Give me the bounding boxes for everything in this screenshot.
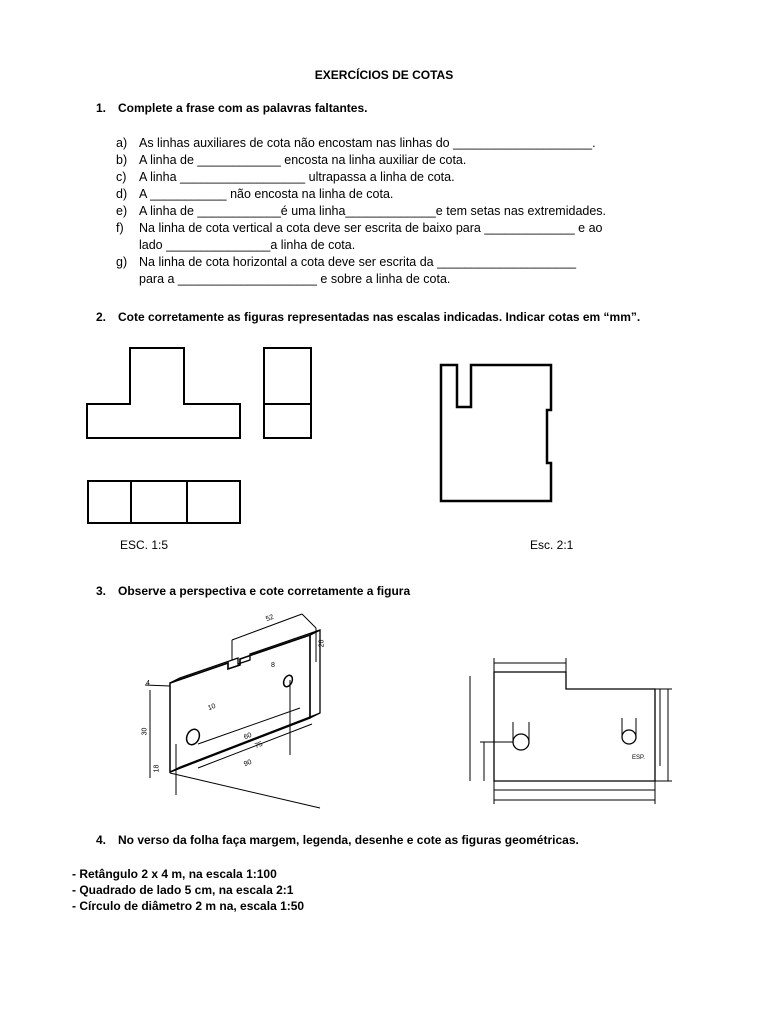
sentence-d-text: A ___________ não encosta na linha de cota. xyxy=(139,187,394,201)
sentence-g-text-1: Na linha de cota horizontal a cota deve ser escrita da ____________________ xyxy=(139,255,577,269)
sentence-c-text: A linha __________________ ultrapassa a linha de cota. xyxy=(139,170,455,184)
sentence-c-letter: c) xyxy=(116,170,127,184)
dim-75: 75 xyxy=(254,740,264,751)
q4-item-rectangle: - Retângulo 2 x 4 m, na escala 1:100 xyxy=(72,867,277,881)
sentence-d-letter: d) xyxy=(116,187,128,201)
dim-30: 30 xyxy=(141,727,149,736)
q4-item-circle: - Círculo de diâmetro 2 m na, escala 1:50 xyxy=(72,899,305,913)
dim-26: 26 xyxy=(318,639,326,648)
dim-60: 60 xyxy=(243,731,253,742)
dim-8: 8 xyxy=(271,662,275,669)
q4-item-square: - Quadrado de lado 5 cm, na escala 2:1 xyxy=(72,883,294,897)
scale-label-left: ESC. 1:5 xyxy=(120,538,169,552)
question-4-text: No verso da folha faça margem, legenda, desenhe e cote as figuras geométricas. xyxy=(118,833,579,847)
question-1-text: Complete a frase com as palavras faltantes. xyxy=(118,101,368,115)
page-title: EXERCÍCIOS DE COTAS xyxy=(314,68,454,82)
dim-18: 18 xyxy=(153,764,161,773)
plate-outline xyxy=(494,672,655,781)
sentence-a-letter: a) xyxy=(116,136,128,150)
sentence-g-letter: g) xyxy=(116,255,128,269)
sentence-e-letter: e) xyxy=(116,204,128,218)
dim-10: 10 xyxy=(207,702,217,713)
question-2-number: 2. xyxy=(96,310,107,324)
question-4-number: 4. xyxy=(96,833,107,847)
sentence-f-letter: f) xyxy=(116,221,124,235)
sentence-a-text: As linhas auxiliares de cota não encostam nas linhas do ____________________. xyxy=(139,136,596,150)
question-3-number: 3. xyxy=(96,584,107,598)
sentence-b-text: A linha de ____________ encosta na linha auxiliar de cota. xyxy=(139,153,467,167)
dim-4: 4 xyxy=(146,680,150,687)
question-1-number: 1. xyxy=(96,101,107,115)
sentence-g-text-2: para a ____________________ e sobre a linha de cota. xyxy=(139,272,451,286)
dim-90: 90 xyxy=(243,758,253,769)
plate-hole-left xyxy=(513,734,529,750)
sentence-b-letter: b) xyxy=(116,153,128,167)
question-4 xyxy=(96,833,579,847)
plate-hole-right xyxy=(622,730,636,744)
esp-label: ESP. xyxy=(632,755,645,761)
scale-label-right: Esc. 2:1 xyxy=(530,538,574,552)
sentence-f-text-2: lado _______________a linha de cota. xyxy=(139,238,356,252)
sentence-e-text: A linha de ____________é uma linha_____________e tem setas nas extremidades. xyxy=(139,204,607,218)
question-2-text: Cote corretamente as figuras representadas nas escalas indicadas. Indicar cotas em “mm”. xyxy=(118,310,641,324)
dim-52: 52 xyxy=(265,613,275,624)
question-3-text: Observe a perspectiva e cote corretamente a figura xyxy=(118,584,411,598)
sentence-f-text-1: Na linha de cota vertical a cota deve ser escrita de baixo para _____________ e ao xyxy=(139,221,603,235)
